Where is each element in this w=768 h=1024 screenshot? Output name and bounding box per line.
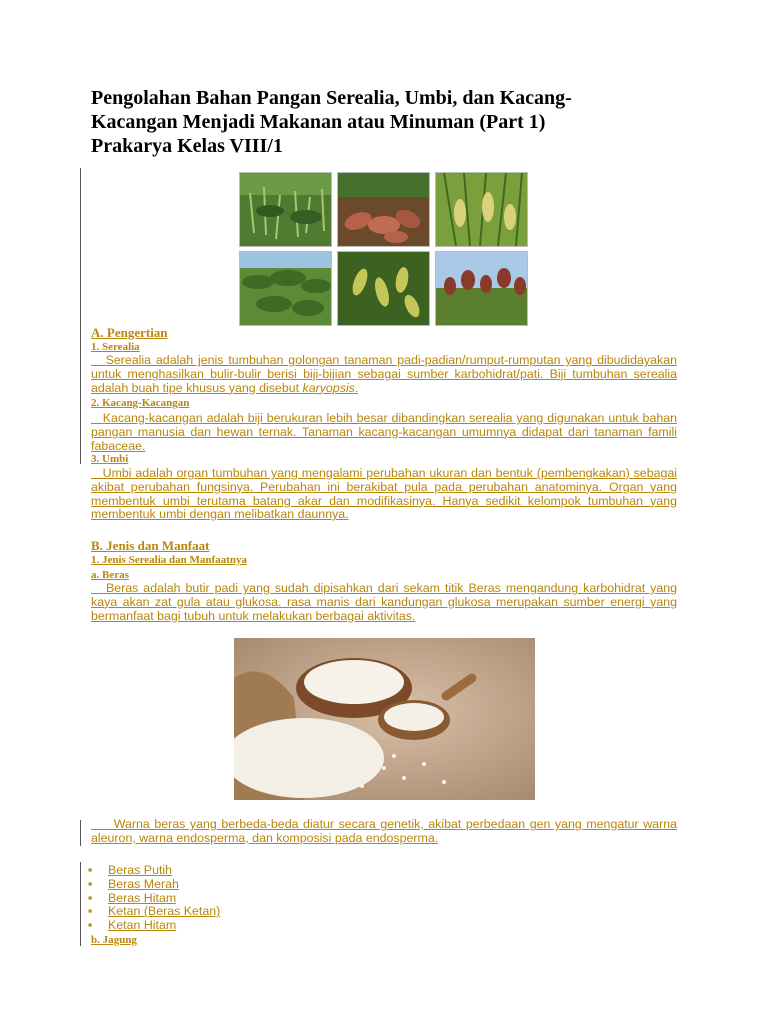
photo-rice-plants: [435, 172, 528, 247]
document-title: [91, 86, 691, 158]
list-item: ▪ Beras Hitam: [88, 890, 177, 905]
title-line: Kacangan Menjadi Makanan atau Minuman (Part 1): [91, 111, 546, 133]
photo-sweet-potato-tubers: [337, 172, 430, 247]
title-line: Pengolahan Bahan Pangan Serealia, Umbi, dan Kacang-: [91, 87, 572, 109]
serealia-text: Serealia adalah jenis tumbuhan golongan tanaman padi-padian/rumput-rumputan yang dibudidayakan untuk menghasilkan bulir-bulir berisi biji-bijian sebagai sumber karbohidrat/pati. Biji tumbuhan serealia adalah buah tipe khusus yang disebut: [91, 353, 677, 395]
left-margin-rule: [80, 820, 81, 846]
umbi-heading: 3. Umbi: [91, 453, 129, 465]
umbi-paragraph: [91, 467, 677, 522]
beras-text: Beras adalah butir padi yang sudah dipisahkan dari sekam titik Beras mengandung karbohidrat yang kaya akan zat gula atau glukosa. rasa manis dari kandungan glukosa merupakan sumber energi yang bermanfaat bagi tubuh untuk melakukan berbagai aktivitas.: [91, 581, 677, 623]
warna-text: Warna beras yang berbeda-beda diatur secara genetik, akibat perbedaan gen yang mengatur warna aleuron, warna endosperma, dan komposisi pada endosperma.: [91, 817, 677, 845]
photo-soybean-pods: [337, 251, 430, 326]
photo-sorghum-field: [435, 251, 528, 326]
warna-paragraph: [91, 818, 677, 846]
photo-bean-plants: [239, 172, 332, 247]
beras-paragraph: [91, 582, 677, 623]
umbi-text: Umbi adalah organ tumbuhan yang mengalami perubahan ukuran dan bentuk (pembengkakan) sebagai akibat perubahan fungsinya. Perubahan ini berakibat pula pada perubahan anatominya. Organ yang membentuk umbi terutama batang akar dan modifikasinya. Hanya sedikit kelompok tumbuhan yang membentuk umbi dengan melibatkan daunnya.: [91, 466, 678, 522]
serealia-term: karyopsis: [302, 380, 355, 395]
beras-heading: a. Beras: [91, 569, 129, 581]
kacang-heading: 2. Kacang-Kacangan: [91, 397, 190, 409]
left-margin-rule: [80, 168, 81, 464]
kacang-text: Kacang-kacangan adalah biji berukuran lebih besar dibandingkan serealia yang digunakan untuk bahan pangan manusia dan hewan ternak. Tanaman kacang-kacangan umumnya didapat dari tanaman famili fabaceae.: [91, 411, 678, 453]
list-item-label: Beras Merah: [108, 876, 179, 891]
jagung-heading: b. Jagung: [91, 934, 137, 946]
title-line: Prakarya Kelas VIII/1: [91, 135, 283, 157]
list-item: ▪ Beras Merah: [88, 876, 179, 891]
photo-rice-bowl: [234, 638, 535, 800]
list-item-label: Beras Putih: [108, 863, 173, 877]
list-item-label: Ketan (Beras Ketan): [108, 904, 221, 919]
photo-cassava-plants: [239, 251, 332, 326]
b1-heading: 1. Jenis Serealia dan Manfaatnya: [91, 554, 247, 566]
serealia-paragraph: Serealia adalah jenis tumbuhan golongan tanaman padi-padian/rumput-rumputan yang dibudidayakan untuk menghasilkan bulir-bulir berisi biji-bijian sebagai sumber karbohidrat/pati. Biji tumbuhan serealia adalah buah tipe khusus yang disebut karyopsis.: [91, 353, 677, 395]
section-a-heading: A. Pengertian: [91, 325, 168, 340]
section-b-heading: B. Jenis dan Manfaat: [91, 538, 210, 553]
list-item: ▪ Beras Putih: [88, 863, 173, 877]
left-margin-rule: [80, 862, 81, 946]
rice-types-list: [88, 864, 220, 933]
serealia-heading: 1. Serealia: [91, 341, 140, 353]
list-item-label: Ketan Hitam: [108, 918, 177, 933]
list-item: ▪ Ketan Hitam: [88, 918, 177, 933]
kacang-paragraph: [91, 412, 677, 453]
list-item: ▪ Ketan (Beras Ketan): [88, 904, 221, 919]
list-item-label: Beras Hitam: [108, 890, 177, 905]
